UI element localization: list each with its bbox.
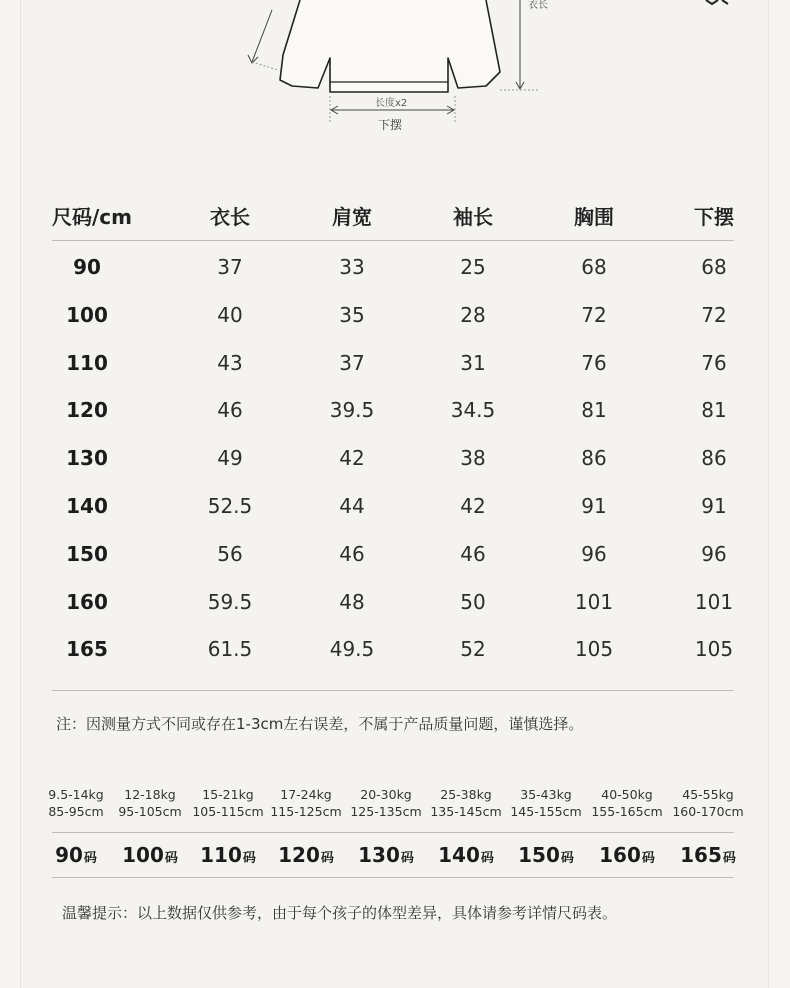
size-code-number: 100 bbox=[122, 843, 164, 867]
reference-item bbox=[192, 786, 263, 820]
measure-cell: 91 bbox=[701, 494, 727, 518]
reference-item bbox=[48, 786, 103, 820]
size-cell: 150 bbox=[66, 541, 108, 566]
measure-cell: 28 bbox=[460, 302, 486, 327]
height-range: 160-170cm bbox=[672, 804, 744, 819]
size-code-unit: 码 bbox=[242, 851, 256, 866]
reference-item bbox=[430, 786, 501, 820]
measure-cell: 68 bbox=[581, 255, 607, 279]
measure-cell: 35 bbox=[339, 302, 365, 327]
size-code-unit: 码 bbox=[480, 851, 494, 866]
measure-cell: 72 bbox=[581, 302, 607, 327]
measure-cell: 52.5 bbox=[207, 494, 253, 518]
header-length: 衣长 bbox=[210, 204, 250, 229]
measure-cell: 96 bbox=[701, 541, 727, 566]
measure-cell: 72 bbox=[701, 302, 727, 327]
measure-cell: 59.5 bbox=[207, 589, 253, 614]
measure-cell: 49 bbox=[217, 446, 243, 471]
reference-item bbox=[350, 786, 421, 820]
measure-cell: 44 bbox=[339, 494, 365, 518]
table-row bbox=[52, 255, 734, 285]
measure-cell: 46 bbox=[217, 398, 243, 423]
measure-cell: 46 bbox=[460, 541, 486, 566]
size-cell: 110 bbox=[66, 350, 108, 375]
reference-divider-bottom bbox=[52, 877, 734, 878]
weight-range: 25-38kg bbox=[440, 787, 492, 802]
size-code bbox=[278, 843, 334, 867]
size-code-unit: 码 bbox=[641, 851, 655, 866]
header-sleeve: 袖长 bbox=[453, 204, 493, 229]
measure-cell: 91 bbox=[581, 494, 607, 518]
measure-cell: 42 bbox=[339, 446, 365, 471]
weight-range: 15-21kg bbox=[202, 787, 254, 802]
size-code bbox=[438, 843, 494, 867]
weight-range: 12-18kg bbox=[124, 787, 176, 802]
measure-cell: 101 bbox=[574, 589, 614, 614]
size-code-number: 165 bbox=[680, 843, 722, 867]
size-code bbox=[122, 843, 178, 867]
height-range: 135-145cm bbox=[430, 804, 502, 819]
measure-cell: 105 bbox=[574, 637, 614, 662]
header-chest: 胸围 bbox=[574, 204, 614, 229]
table-row bbox=[52, 637, 734, 667]
reference-item bbox=[591, 786, 662, 820]
measure-cell: 86 bbox=[581, 446, 607, 471]
size-code bbox=[599, 843, 655, 867]
size-code-number: 130 bbox=[358, 843, 400, 867]
table-divider bbox=[52, 690, 734, 691]
size-code bbox=[55, 843, 97, 867]
table-row bbox=[52, 303, 734, 333]
height-range: 145-155cm bbox=[510, 804, 582, 819]
weight-range: 45-55kg bbox=[682, 787, 734, 802]
measure-cell: 43 bbox=[217, 350, 243, 375]
right-edge bbox=[768, 0, 769, 988]
length-label: 衣长 bbox=[528, 0, 548, 11]
header-hem: 下摆 bbox=[694, 204, 734, 229]
table-row bbox=[52, 446, 734, 476]
size-cell: 140 bbox=[66, 494, 108, 518]
weight-range: 20-30kg bbox=[360, 787, 412, 802]
size-table-body bbox=[52, 249, 734, 689]
size-code bbox=[358, 843, 414, 867]
size-code bbox=[680, 843, 736, 867]
size-code-unit: 码 bbox=[83, 851, 97, 866]
measurement-note: 注：因测量方式不同或存在1-3cm左右误差，不属于产品质量问题，谨慎选择。 bbox=[56, 715, 584, 733]
measure-cell: 37 bbox=[217, 255, 243, 279]
size-cell: 90 bbox=[73, 255, 101, 279]
measure-cell: 49.5 bbox=[329, 637, 375, 662]
measure-cell: 34.5 bbox=[450, 398, 496, 423]
size-code-number: 140 bbox=[438, 843, 480, 867]
measure-cell: 76 bbox=[581, 350, 607, 375]
size-code bbox=[200, 843, 256, 867]
size-code-number: 120 bbox=[278, 843, 320, 867]
weight-range: 17-24kg bbox=[280, 787, 332, 802]
measure-cell: 25 bbox=[460, 255, 486, 279]
measure-cell: 33 bbox=[339, 255, 365, 279]
size-code-unit: 码 bbox=[400, 851, 414, 866]
measure-cell: 37 bbox=[339, 350, 365, 375]
height-range: 85-95cm bbox=[48, 804, 104, 819]
reference-item bbox=[118, 786, 181, 820]
size-table-header bbox=[52, 190, 734, 241]
size-code-number: 160 bbox=[599, 843, 641, 867]
measure-cell: 86 bbox=[701, 446, 727, 471]
measure-cell: 31 bbox=[460, 350, 486, 375]
tip-text: 温馨提示：以上数据仅供参考，由于每个孩子的体型差异，具体请参考详情尺码表。 bbox=[62, 904, 618, 922]
left-edge bbox=[20, 0, 21, 988]
size-cell: 100 bbox=[66, 302, 108, 327]
height-range: 95-105cm bbox=[118, 804, 182, 819]
table-row bbox=[52, 542, 734, 572]
measure-cell: 38 bbox=[460, 446, 486, 471]
weight-range: 9.5-14kg bbox=[48, 787, 104, 802]
measure-cell: 101 bbox=[694, 589, 734, 614]
measure-cell: 76 bbox=[701, 350, 727, 375]
size-code-unit: 码 bbox=[320, 851, 334, 866]
size-cell: 165 bbox=[66, 637, 108, 662]
measure-cell: 96 bbox=[581, 541, 607, 566]
table-row bbox=[52, 590, 734, 620]
table-row bbox=[52, 494, 734, 524]
size-code-number: 90 bbox=[55, 843, 83, 867]
size-cell: 120 bbox=[66, 398, 108, 423]
measure-cell: 50 bbox=[460, 589, 486, 614]
measure-cell: 46 bbox=[339, 541, 365, 566]
table-row bbox=[52, 351, 734, 381]
height-range: 115-125cm bbox=[270, 804, 342, 819]
measure-cell: 48 bbox=[339, 589, 365, 614]
size-code bbox=[518, 843, 574, 867]
measure-cell: 56 bbox=[217, 541, 243, 566]
measure-cell: 39.5 bbox=[329, 398, 375, 423]
size-table bbox=[52, 190, 734, 689]
garment-diagram bbox=[0, 0, 790, 140]
measure-cell: 105 bbox=[694, 637, 734, 662]
table-row bbox=[52, 398, 734, 428]
reference-divider-top bbox=[52, 832, 734, 833]
size-code-unit: 码 bbox=[164, 851, 178, 866]
header-size: 尺码/cm bbox=[52, 204, 132, 229]
height-range: 125-135cm bbox=[350, 804, 422, 819]
measure-cell: 68 bbox=[701, 255, 727, 279]
size-code-unit: 码 bbox=[560, 851, 574, 866]
header-shoulder: 肩宽 bbox=[332, 204, 372, 229]
height-range: 105-115cm bbox=[192, 804, 264, 819]
reference-item bbox=[510, 786, 581, 820]
measure-cell: 42 bbox=[460, 494, 486, 518]
size-code-number: 150 bbox=[518, 843, 560, 867]
size-code-unit: 码 bbox=[722, 851, 736, 866]
reference-item bbox=[672, 786, 743, 820]
height-range: 155-165cm bbox=[591, 804, 663, 819]
measure-cell: 61.5 bbox=[207, 637, 253, 662]
reference-item bbox=[270, 786, 341, 820]
weight-range: 40-50kg bbox=[601, 787, 653, 802]
measure-cell: 52 bbox=[460, 637, 486, 662]
size-cell: 160 bbox=[66, 589, 108, 614]
size-code-number: 110 bbox=[200, 843, 242, 867]
size-cell: 130 bbox=[66, 446, 108, 471]
measure-cell: 81 bbox=[581, 398, 607, 423]
hem-label: 下摆 bbox=[378, 118, 403, 132]
hem-measure-label: 长度x2 bbox=[375, 98, 408, 109]
measure-cell: 81 bbox=[701, 398, 727, 423]
measure-cell: 40 bbox=[217, 302, 243, 327]
weight-range: 35-43kg bbox=[520, 787, 572, 802]
